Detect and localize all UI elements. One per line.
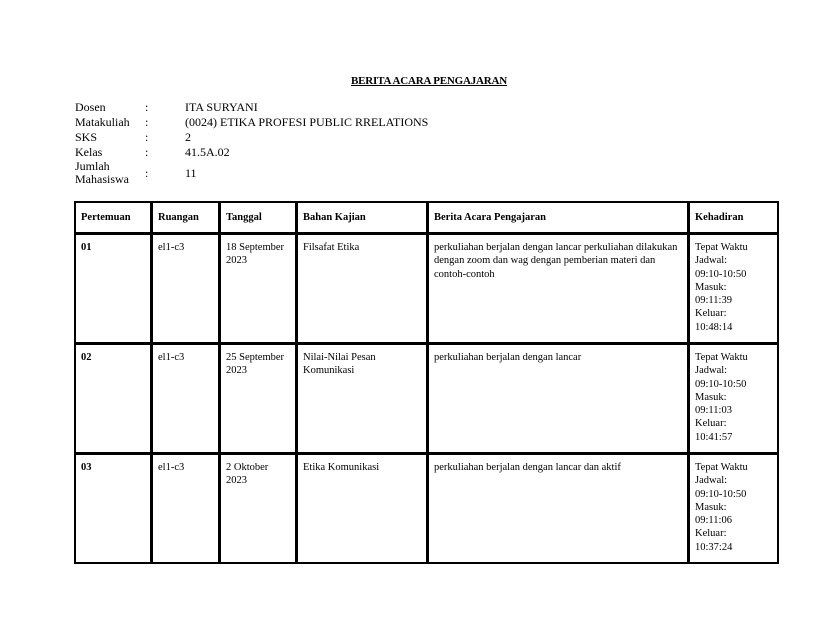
kehadiran-jadwal: 09:10-10:50 (695, 488, 747, 500)
cell-berita-acara: perkuliahan berjalan dengan lancar (428, 344, 689, 454)
kehadiran-jadwal-label: Jadwal: (695, 475, 728, 487)
kehadiran-jadwal-label: Jadwal: (695, 255, 728, 267)
info-colon: : (145, 100, 149, 114)
table-row (75, 234, 779, 344)
info-value: 2 (185, 130, 191, 144)
course-info (75, 100, 585, 186)
cell-tanggal: 2 Oktober 2023 (220, 454, 297, 564)
column-header: Tanggal (220, 202, 297, 234)
table-row (75, 344, 779, 454)
kehadiran-masuk-label: Masuk: (695, 391, 727, 403)
kehadiran-jadwal: 09:10-10:50 (695, 378, 747, 390)
info-label: Dosen (75, 100, 106, 114)
info-row-sks (75, 130, 585, 145)
kehadiran-masuk-label: Masuk: (695, 501, 727, 513)
kehadiran-masuk-label: Masuk: (695, 281, 727, 293)
kehadiran-masuk: 09:11:06 (695, 515, 732, 527)
info-colon: : (145, 115, 149, 129)
cell-berita-acara: perkuliahan berjalan dengan lancar dan aktif (428, 454, 689, 564)
info-row-kelas (75, 145, 585, 160)
column-header: Kehadiran (689, 202, 779, 234)
kehadiran-masuk: 09:11:03 (695, 405, 732, 417)
kehadiran-jadwal: 09:10-10:50 (695, 268, 747, 280)
info-colon: : (145, 130, 149, 144)
info-value: ITA SURYANI (185, 100, 258, 114)
info-colon: : (145, 145, 149, 159)
cell-ruangan: el1-c3 (152, 454, 220, 564)
cell-bahan-kajian: Etika Komunikasi (297, 454, 428, 564)
cell-ruangan: el1-c3 (152, 344, 220, 454)
info-colon: : (145, 165, 149, 180)
info-label-line: Mahasiswa (75, 172, 129, 186)
cell-berita-acara: perkuliahan berjalan dengan lancar perkuliahan dilakukan dengan zoom dan wag dengan pemberian materi dan contoh-contoh (428, 234, 689, 344)
column-header: Ruangan (152, 202, 220, 234)
info-label: Kelas (75, 145, 103, 159)
kehadiran-keluar: 10:48:14 (695, 321, 733, 333)
kehadiran-status: Tepat Waktu (695, 352, 748, 363)
table-row (75, 454, 779, 564)
cell-ruangan: el1-c3 (152, 234, 220, 344)
cell-kehadiran (689, 344, 779, 454)
info-label-line: Jumlah (75, 159, 110, 173)
cell-tanggal: 18 September 2023 (220, 234, 297, 344)
kehadiran-keluar-label: Keluar: (695, 528, 727, 540)
table-header-row (75, 202, 779, 234)
info-value: 11 (185, 165, 197, 180)
document-title: BERITA ACARA PENGAJARAN (351, 75, 507, 87)
berita-acara-table (74, 201, 779, 564)
info-label (75, 160, 145, 186)
kehadiran-status: Tepat Waktu (695, 242, 748, 253)
cell-pertemuan: 01 (75, 234, 152, 344)
info-value: (0024) ETIKA PROFESI PUBLIC RRELATIONS (185, 115, 429, 129)
cell-kehadiran (689, 234, 779, 344)
info-label: SKS (75, 130, 98, 144)
kehadiran-keluar-label: Keluar: (695, 308, 727, 320)
column-header: Berita Acara Pengajaran (428, 202, 689, 234)
info-label: Matakuliah (75, 115, 130, 129)
info-row-jumlah-mahasiswa (75, 160, 585, 186)
kehadiran-keluar-label: Keluar: (695, 418, 727, 430)
cell-bahan-kajian: Filsafat Etika (297, 234, 428, 344)
cell-tanggal: 25 September 2023 (220, 344, 297, 454)
column-header: Bahan Kajian (297, 202, 428, 234)
kehadiran-status: Tepat Waktu (695, 462, 748, 473)
cell-bahan-kajian: Nilai-Nilai Pesan Komunikasi (297, 344, 428, 454)
info-value: 41.5A.02 (185, 145, 230, 159)
info-row-matakuliah (75, 115, 585, 130)
info-row-dosen (75, 100, 585, 115)
kehadiran-masuk: 09:11:39 (695, 295, 732, 307)
cell-pertemuan: 02 (75, 344, 152, 454)
cell-pertemuan: 03 (75, 454, 152, 564)
cell-kehadiran (689, 454, 779, 564)
kehadiran-keluar: 10:37:24 (695, 541, 733, 553)
column-header: Pertemuan (75, 202, 152, 234)
kehadiran-keluar: 10:41:57 (695, 431, 733, 443)
kehadiran-jadwal-label: Jadwal: (695, 365, 728, 377)
